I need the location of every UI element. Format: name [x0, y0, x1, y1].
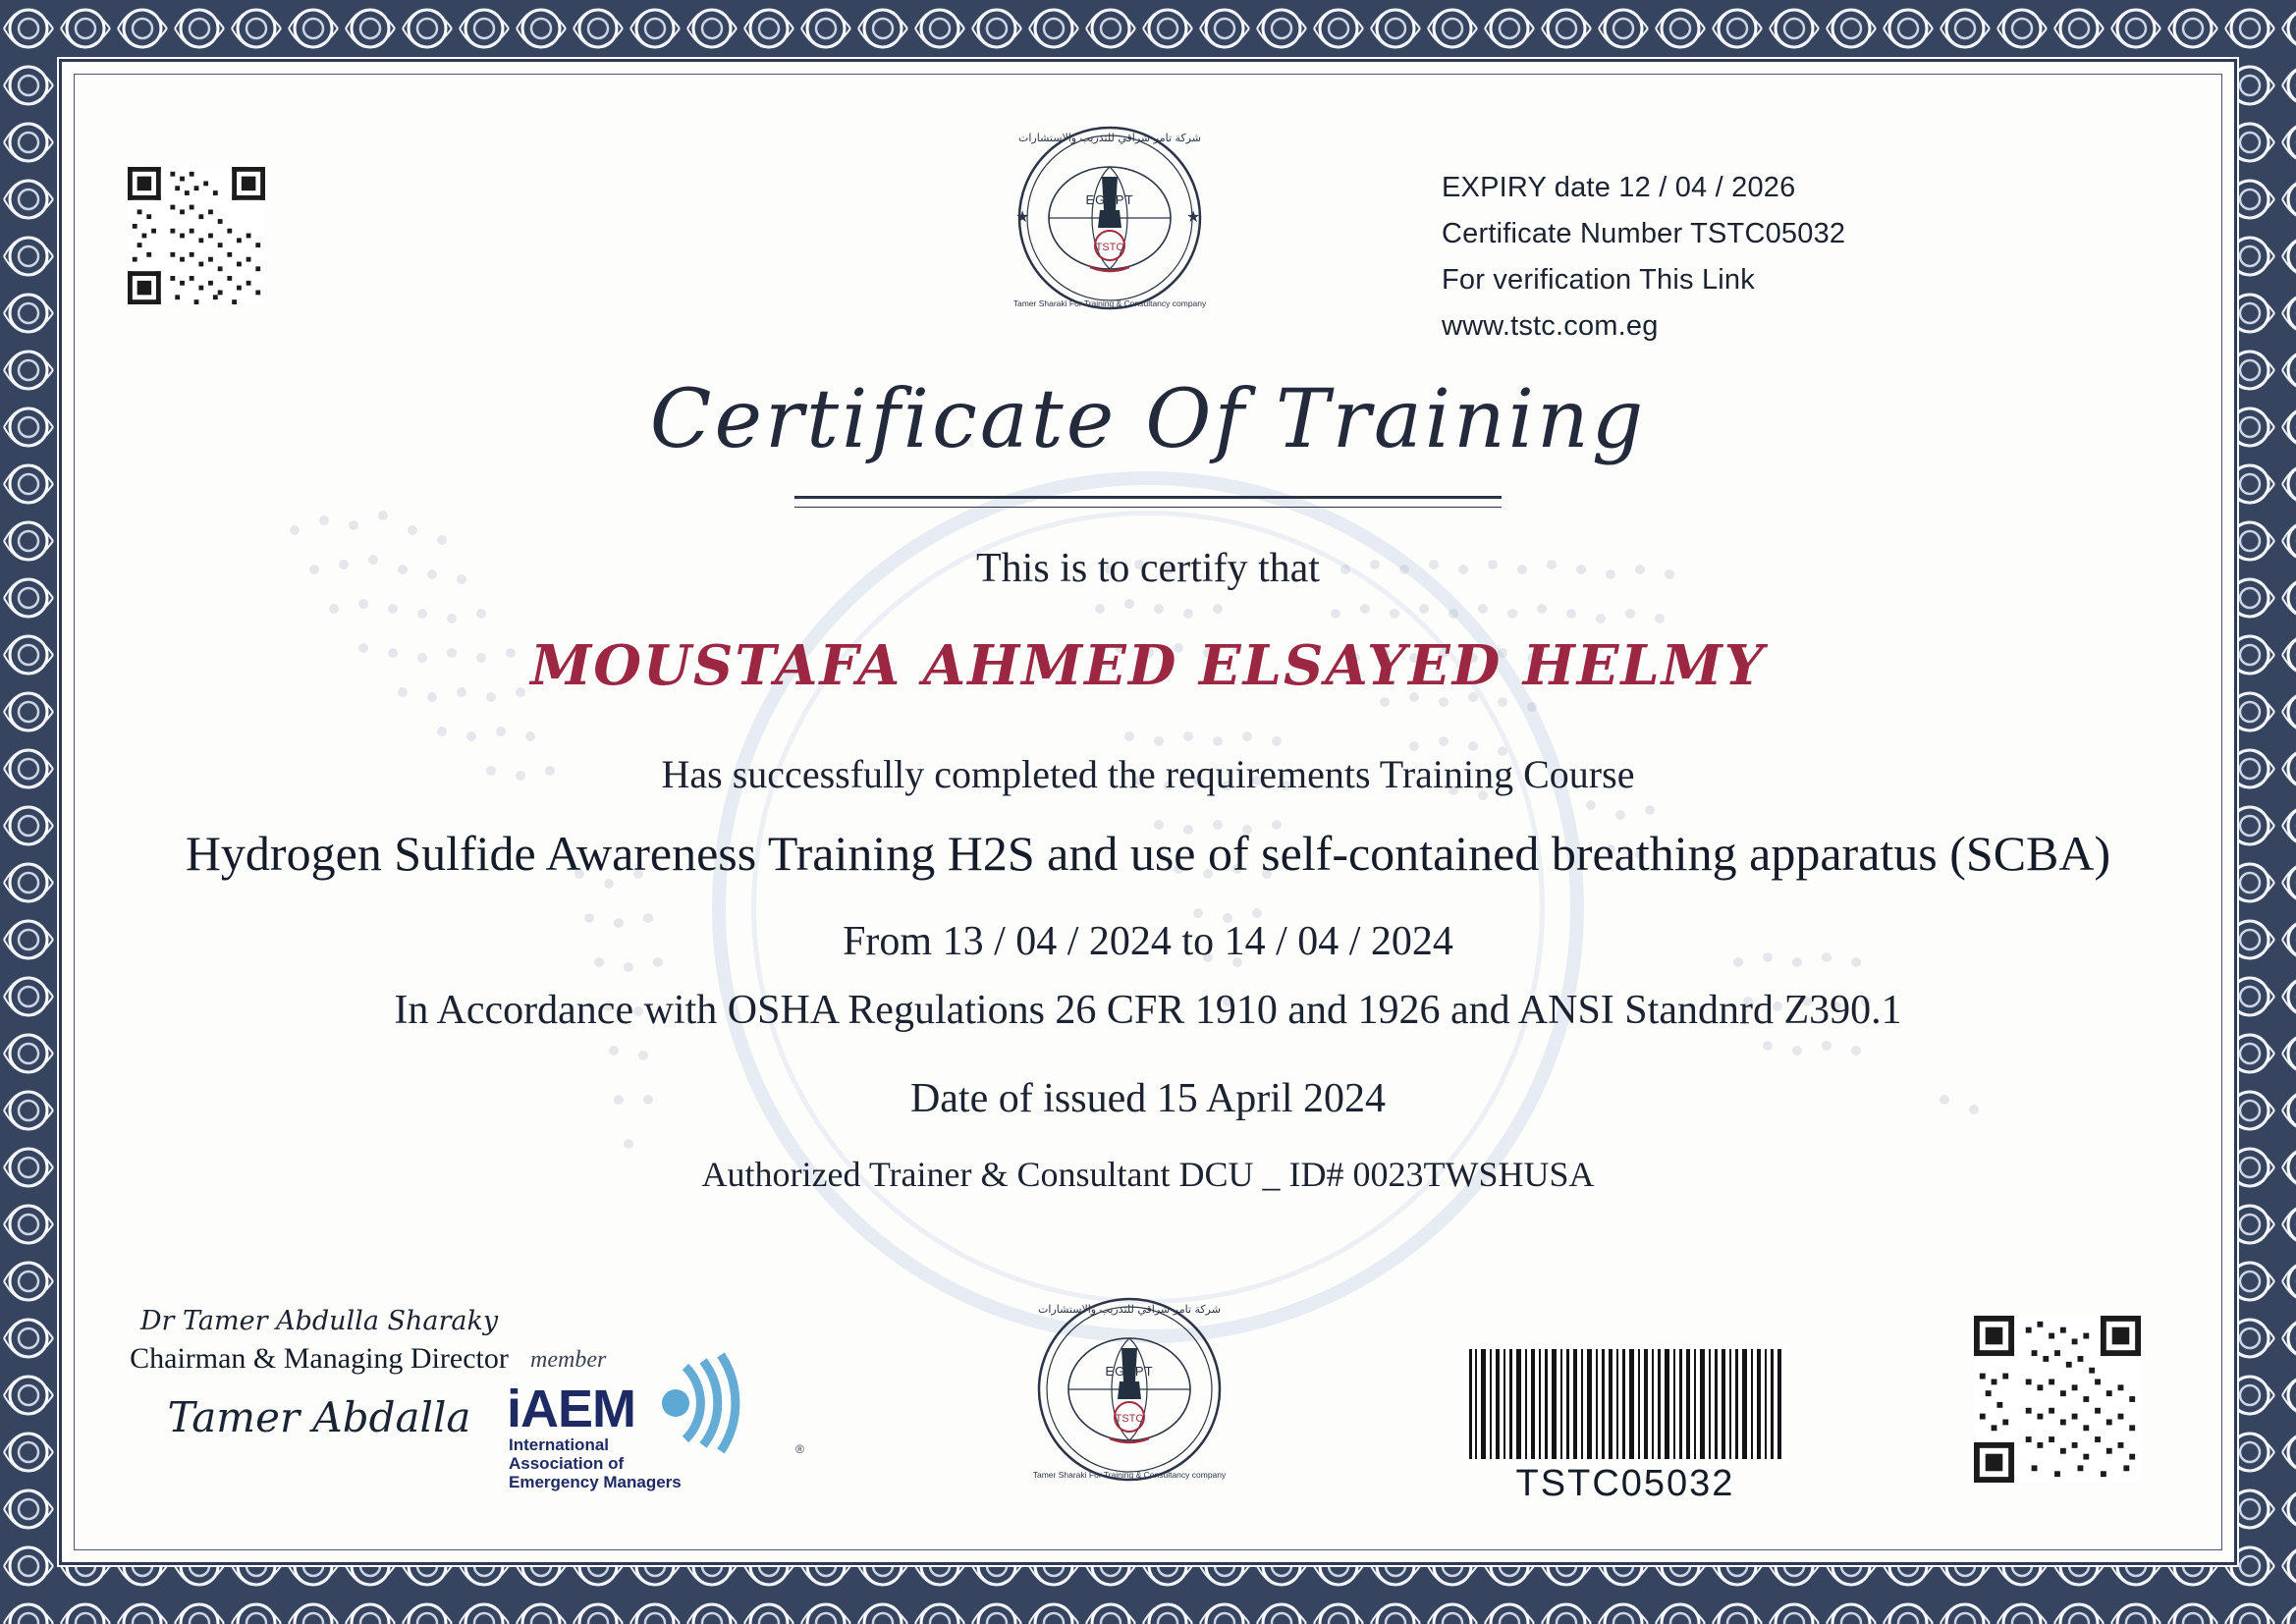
- certificate-meta: [1442, 165, 1845, 350]
- certify-line: This is to certify that: [976, 546, 1320, 591]
- qr-code-icon: [128, 167, 265, 304]
- iaem-subtitle-line3: Emergency Managers: [509, 1473, 682, 1491]
- qr-code-verification-icon[interactable]: [1974, 1316, 2141, 1483]
- iaem-subtitle: [509, 1435, 682, 1491]
- svg-text:EGYPT: EGYPT: [1105, 1364, 1154, 1379]
- recipient-name: MOUSTAFA AHMED ELSAYED HELMY: [530, 633, 1766, 698]
- trainer-line: Authorized Trainer & Consultant DCU _ ID# 0023TWSHUSA: [701, 1155, 1595, 1194]
- svg-text:شركة تامر شراقي للتدريب والاست: شركة تامر شراقي للتدريب والاستشارات: [1018, 132, 1201, 144]
- verification-url[interactable]: www.tstc.com.eg: [1442, 310, 1659, 342]
- certificate-number: Certificate Number TSTC05032: [1442, 218, 1846, 249]
- svg-text:★: ★: [1186, 209, 1201, 226]
- signatory-role: Chairman & Managing Director: [130, 1342, 509, 1375]
- company-seal-bottom-icon: [1011, 1286, 1247, 1492]
- svg-text:TSTC: TSTC: [1115, 1413, 1144, 1425]
- iaem-acronym: iAEM: [507, 1380, 635, 1438]
- iaem-subtitle-line2: Association of: [509, 1454, 625, 1473]
- title-rule-thin: [794, 507, 1502, 508]
- barcode-value: TSTC05032: [1515, 1463, 1735, 1504]
- training-dates: From 13 / 04 / 2024 to 14 / 04 / 2024: [843, 919, 1453, 964]
- signature-script: Tamer Abdalla: [167, 1393, 471, 1441]
- barcode-icon: [1463, 1345, 1787, 1463]
- iaem-member-label: member: [530, 1347, 607, 1373]
- svg-text:®: ®: [795, 1442, 804, 1456]
- iaem-subtitle-line1: International: [509, 1435, 610, 1454]
- expiry-date: EXPIRY date 12 / 04 / 2026: [1442, 172, 1796, 203]
- svg-text:TSTC: TSTC: [1095, 242, 1124, 253]
- company-seal-icon: [992, 120, 1228, 316]
- signatory-name: Dr Tamer Abdulla Sharaky: [139, 1306, 499, 1336]
- certificate-title: Certificate Of Training: [649, 373, 1647, 466]
- completed-line: Has successfully completed the requirements Training Course: [661, 752, 1635, 796]
- course-name: Hydrogen Sulfide Awareness Training H2S and use of self-contained breathing apparatus (SCBA): [185, 826, 2111, 881]
- issue-date: Date of issued 15 April 2024: [909, 1076, 1387, 1121]
- svg-text:Tamer Sharaki For Training & C: Tamer Sharaki For Training & Consultancy company: [1012, 298, 1207, 308]
- title-rule-thick: [794, 496, 1502, 499]
- standards-line: In Accordance with OSHA Regulations 26 CFR 1910 and 1926 and ANSI Standnrd Z390.1: [394, 988, 1902, 1033]
- svg-text:★: ★: [1015, 209, 1030, 226]
- svg-text:Tamer Sharaki For Training & C: Tamer Sharaki For Training & Consultancy company: [1032, 1470, 1227, 1480]
- signature-block: [123, 1306, 516, 1441]
- svg-text:شركة تامر شراقي للتدريب والاست: شركة تامر شراقي للتدريب والاستشارات: [1038, 1303, 1221, 1316]
- verification-label: For verification This Link: [1442, 264, 1755, 296]
- svg-text:EGYPT: EGYPT: [1085, 192, 1134, 207]
